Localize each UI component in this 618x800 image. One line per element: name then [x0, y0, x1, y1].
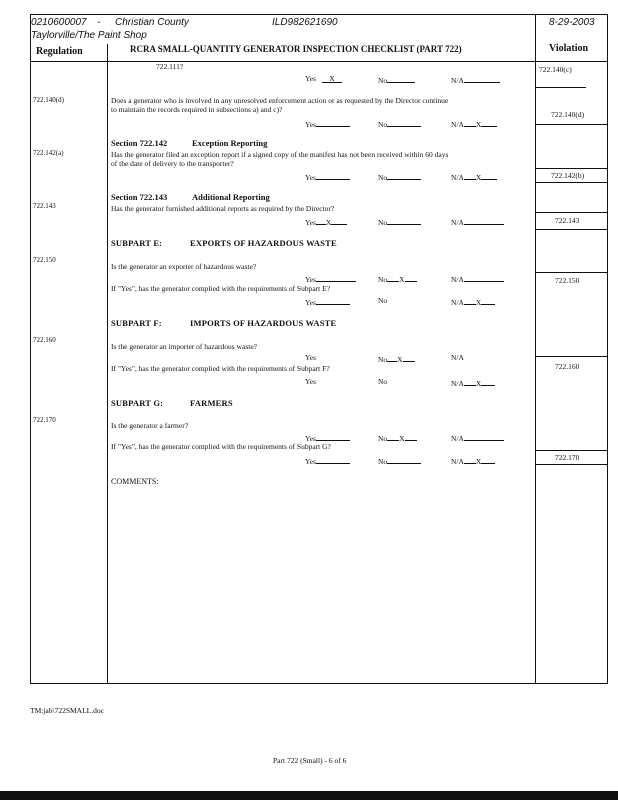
- row2-violation-ref: 722.142(b): [551, 171, 585, 180]
- row0-violation-rule: [536, 87, 586, 88]
- row3-regulation: 722.143: [33, 202, 56, 210]
- row3-na-label: N/A: [451, 216, 504, 227]
- row3-yes-label: Yes X: [305, 216, 347, 227]
- row5-q1-na: N/A: [451, 353, 464, 362]
- row6-q2-na: N/A X: [451, 455, 495, 466]
- row0-no-label: No: [378, 74, 415, 85]
- row4-violation-ref: 722.150: [555, 276, 580, 285]
- inspection-date: 8-29-2003: [549, 17, 595, 28]
- row4-q1-no: No X: [378, 273, 417, 284]
- row6-violation-rule-top: [536, 450, 607, 451]
- row2-no-label: No: [378, 171, 421, 182]
- row6-q1-no: No X: [378, 432, 417, 443]
- row6-question2: If "Yes", has the generator complied with the requirements of Subpart G?: [111, 442, 331, 451]
- header-top-rule: [30, 14, 608, 15]
- row6-q1-yes: Yes: [305, 432, 350, 443]
- row5-violation-ref: 722.160: [555, 362, 580, 371]
- row2-yes-label: Yes: [305, 171, 350, 182]
- header-bottom-rule: [30, 61, 608, 62]
- scan-edge-bar: [0, 791, 618, 800]
- row5-q2-yes: Yes: [305, 377, 316, 386]
- comments-label: COMMENTS:: [111, 477, 159, 486]
- row3-section-number: Section 722.143: [111, 192, 168, 202]
- row1-regulation: 722.140(d): [33, 96, 64, 104]
- row6-violation-ref: 722.170: [555, 453, 580, 462]
- row3-violation-ref: 722.143: [555, 216, 580, 225]
- row3-question: Has the generator furnished additional reports as required by the Director?: [111, 204, 335, 213]
- row4-q1-yes: Yes: [305, 273, 356, 284]
- facility-name: Taylorville/The Paint Shop: [31, 30, 147, 41]
- row3-violation-rule-top: [536, 212, 607, 213]
- row5-regulation: 722.160: [33, 336, 56, 344]
- footer-page-number: Part 722 (Small) - 6 of 6: [273, 756, 347, 765]
- subpart-g-title: FARMERS: [190, 398, 233, 408]
- regulation-column-header: Regulation: [36, 46, 83, 57]
- row2-violation-rule-top: [536, 168, 607, 169]
- checklist-title: RCRA SMALL-QUANTITY GENERATOR INSPECTION CHECKLIST (PART 722): [130, 44, 462, 54]
- row5-q2-na: N/A X: [451, 377, 495, 388]
- row2-violation-rule-bottom: [536, 182, 607, 183]
- row1-question-line1: Does a generator who is involved in any unresolved enforcement action or as requested by the Director continue: [111, 96, 449, 105]
- row5-violation-rule: [536, 356, 607, 357]
- regulation-column-rule: [107, 44, 108, 684]
- subpart-f-title: IMPORTS OF HAZARDOUS WASTE: [190, 318, 337, 328]
- row6-q2-yes: Yes: [305, 455, 350, 466]
- row1-violation-rule: [536, 124, 607, 125]
- row4-q2-no: No: [378, 296, 388, 305]
- row6-violation-rule-bottom: [536, 464, 607, 465]
- row4-regulation: 722.150: [33, 256, 56, 264]
- table-bottom-rule: [30, 683, 608, 684]
- row0-na-label: N/A: [451, 74, 500, 85]
- row4-violation-rule: [536, 272, 607, 273]
- row2-question-line2: of the date of delivery to the transporter?: [111, 159, 234, 168]
- row5-question2: If "Yes", has the generator complied with the requirements of Subpart F?: [111, 364, 330, 373]
- row1-question-line2: to maintain the records required in subsections a) and c)?: [111, 105, 283, 114]
- row0-reference: 722.111?: [156, 62, 184, 71]
- row6-regulation: 722.170: [33, 416, 56, 424]
- row1-yes-label: Yes: [305, 118, 350, 129]
- id-dash: -: [97, 17, 101, 28]
- footer-file-path: TM:jab\722SMALL.doc: [30, 706, 104, 715]
- row3-violation-rule-bottom: [536, 229, 607, 230]
- row5-question1: Is the generator an importer of hazardous waste?: [111, 342, 257, 351]
- row0-violation-ref: 722.140(c): [539, 65, 572, 74]
- row5-q2-no: No: [378, 377, 388, 386]
- row3-section-title: Additional Reporting: [192, 192, 270, 202]
- row1-violation-ref: 722.140(d): [551, 110, 585, 119]
- county-name: Christian County: [115, 17, 189, 28]
- row4-q2-na: N/A X: [451, 296, 495, 307]
- table-right-border: [607, 14, 608, 684]
- row4-question2: If "Yes", has the generator complied with the requirements of Subpart E?: [111, 284, 331, 293]
- epa-id: ILD982621690: [272, 17, 338, 28]
- subpart-g-label: SUBPART G:: [111, 398, 164, 408]
- row5-q1-no: No X: [378, 353, 415, 364]
- row1-na-label: N/A X: [451, 118, 497, 129]
- row6-q2-no: No: [378, 455, 421, 466]
- row6-question1: Is the generator a farmer?: [111, 421, 189, 430]
- subpart-f-label: SUBPART F:: [111, 318, 162, 328]
- row4-q2-yes: Yes: [305, 296, 350, 307]
- violation-column-header: Violation: [549, 43, 589, 54]
- row2-section-title: Exception Reporting: [192, 138, 268, 148]
- row0-yes-answer: X: [322, 74, 342, 83]
- row0-yes-label: Yes: [305, 74, 316, 83]
- row4-q1-na: N/A: [451, 273, 504, 284]
- subpart-e-title: EXPORTS OF HAZARDOUS WASTE: [190, 238, 337, 248]
- row5-q1-yes: Yes: [305, 353, 316, 362]
- row2-regulation: 722.142(a): [33, 149, 64, 157]
- row1-no-label: No: [378, 118, 421, 129]
- facility-id: 0210600007: [31, 17, 87, 28]
- row2-section-number: Section 722.142: [111, 138, 168, 148]
- table-left-border: [30, 14, 31, 684]
- row4-question1: Is the generator an exporter of hazardous waste?: [111, 262, 257, 271]
- subpart-e-label: SUBPART E:: [111, 238, 163, 248]
- violation-column-rule: [535, 14, 536, 684]
- row2-na-label: N/A X: [451, 171, 497, 182]
- row3-no-label: No: [378, 216, 421, 227]
- row6-q1-na: N/A: [451, 432, 504, 443]
- row2-question-line1: Has the generator filed an exception report if a signed copy of the manifest has not been received within 60 days: [111, 150, 449, 159]
